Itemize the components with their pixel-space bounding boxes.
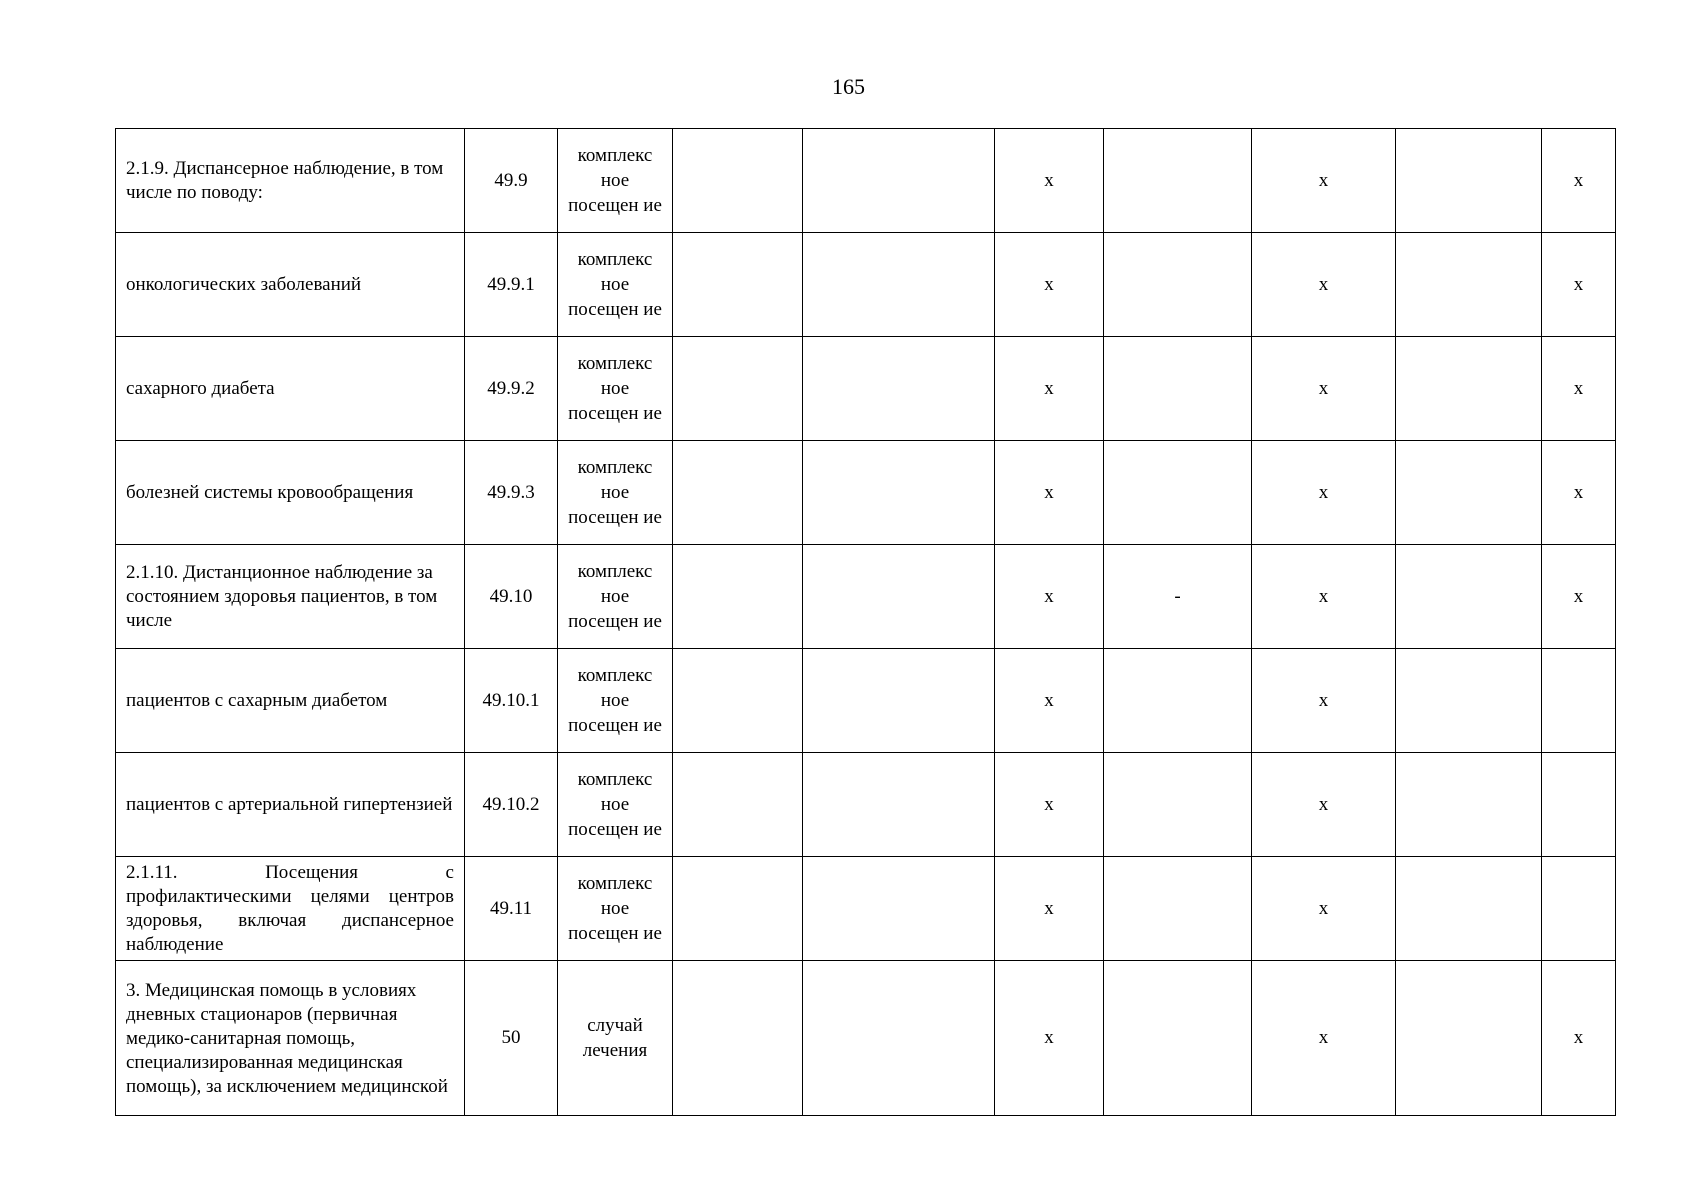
cell-col6: х [995, 857, 1104, 961]
cell-empty [1396, 441, 1542, 545]
cell-empty [673, 337, 803, 441]
data-table [115, 128, 1616, 1116]
cell-col7 [1104, 233, 1252, 337]
cell-col10: х [1542, 961, 1616, 1116]
cell-col8: х [1252, 441, 1396, 545]
cell-col7 [1104, 337, 1252, 441]
cell-empty [673, 233, 803, 337]
cell-col6: х [995, 233, 1104, 337]
cell-empty [673, 129, 803, 233]
cell-empty [1396, 649, 1542, 753]
cell-empty [1396, 753, 1542, 857]
cell-col8: х [1252, 337, 1396, 441]
table-row [116, 441, 1616, 545]
row-code: 49.10.2 [465, 753, 558, 857]
table-row [116, 129, 1616, 233]
cell-col10: х [1542, 545, 1616, 649]
row-unit: комплекс ное посещен ие [558, 857, 673, 961]
row-unit: комплекс ное посещен ие [558, 129, 673, 233]
row-unit: случай лечения [558, 961, 673, 1116]
cell-col10: х [1542, 337, 1616, 441]
row-code: 49.9.1 [465, 233, 558, 337]
cell-empty [803, 961, 995, 1116]
cell-col6: х [995, 441, 1104, 545]
table-row [116, 233, 1616, 337]
row-name: пациентов с сахарным диабетом [116, 649, 465, 753]
cell-empty [1396, 961, 1542, 1116]
table-row [116, 545, 1616, 649]
table-row [116, 857, 1616, 961]
cell-empty [1396, 337, 1542, 441]
table-row [116, 649, 1616, 753]
cell-col8: х [1252, 129, 1396, 233]
cell-col8: х [1252, 961, 1396, 1116]
cell-col7 [1104, 129, 1252, 233]
row-unit: комплекс ное посещен ие [558, 441, 673, 545]
table-row [116, 337, 1616, 441]
cell-empty [673, 545, 803, 649]
cell-empty [803, 857, 995, 961]
cell-empty [1396, 545, 1542, 649]
cell-col8: х [1252, 233, 1396, 337]
row-name: 2.1.11. Посещения с профилактическими целями центров здоровья, включая диспансерное наблюдение [116, 857, 465, 961]
cell-col6: х [995, 753, 1104, 857]
row-name: сахарного диабета [116, 337, 465, 441]
cell-col10 [1542, 649, 1616, 753]
cell-col7 [1104, 441, 1252, 545]
cell-col6: х [995, 129, 1104, 233]
row-unit: комплекс ное посещен ие [558, 753, 673, 857]
row-code: 49.10 [465, 545, 558, 649]
cell-col10 [1542, 857, 1616, 961]
cell-empty [803, 337, 995, 441]
cell-empty [1396, 233, 1542, 337]
page-number: 165 [832, 74, 865, 99]
cell-col7: - [1104, 545, 1252, 649]
cell-empty [1396, 857, 1542, 961]
row-unit: комплекс ное посещен ие [558, 649, 673, 753]
cell-col8: х [1252, 753, 1396, 857]
cell-empty [803, 233, 995, 337]
row-code: 49.11 [465, 857, 558, 961]
row-name: 2.1.10. Дистанционное наблюдение за состоянием здоровья пациентов, в том числе [116, 545, 465, 649]
cell-col7 [1104, 857, 1252, 961]
cell-col6: х [995, 337, 1104, 441]
cell-empty [803, 129, 995, 233]
cell-col7 [1104, 753, 1252, 857]
cell-col10: х [1542, 441, 1616, 545]
cell-col6: х [995, 545, 1104, 649]
row-code: 49.9.2 [465, 337, 558, 441]
row-unit: комплекс ное посещен ие [558, 233, 673, 337]
cell-empty [673, 753, 803, 857]
row-code: 50 [465, 961, 558, 1116]
row-code: 49.9.3 [465, 441, 558, 545]
cell-col10: х [1542, 233, 1616, 337]
cell-empty [673, 961, 803, 1116]
table-row [116, 961, 1616, 1116]
table-row [116, 753, 1616, 857]
cell-empty [673, 649, 803, 753]
cell-col8: х [1252, 649, 1396, 753]
row-name: онкологических заболеваний [116, 233, 465, 337]
cell-empty [803, 441, 995, 545]
cell-col10 [1542, 753, 1616, 857]
cell-empty [1396, 129, 1542, 233]
row-code: 49.9 [465, 129, 558, 233]
cell-col7 [1104, 961, 1252, 1116]
cell-empty [803, 753, 995, 857]
cell-col7 [1104, 649, 1252, 753]
row-name: болезней системы кровообращения [116, 441, 465, 545]
row-name: 3. Медицинская помощь в условиях дневных стационаров (первичная медико-санитарная помощь, специализированная медицинская помощь), за исключением медицинской [116, 961, 465, 1116]
row-unit: комплекс ное посещен ие [558, 545, 673, 649]
cell-col8: х [1252, 857, 1396, 961]
row-code: 49.10.1 [465, 649, 558, 753]
cell-empty [803, 649, 995, 753]
row-name: пациентов с артериальной гипертензией [116, 753, 465, 857]
cell-col8: х [1252, 545, 1396, 649]
cell-empty [803, 545, 995, 649]
cell-col6: х [995, 649, 1104, 753]
cell-col6: х [995, 961, 1104, 1116]
row-name: 2.1.9. Диспансерное наблюдение, в том числе по поводу: [116, 129, 465, 233]
cell-col10: х [1542, 129, 1616, 233]
cell-empty [673, 857, 803, 961]
row-unit: комплекс ное посещен ие [558, 337, 673, 441]
cell-empty [673, 441, 803, 545]
